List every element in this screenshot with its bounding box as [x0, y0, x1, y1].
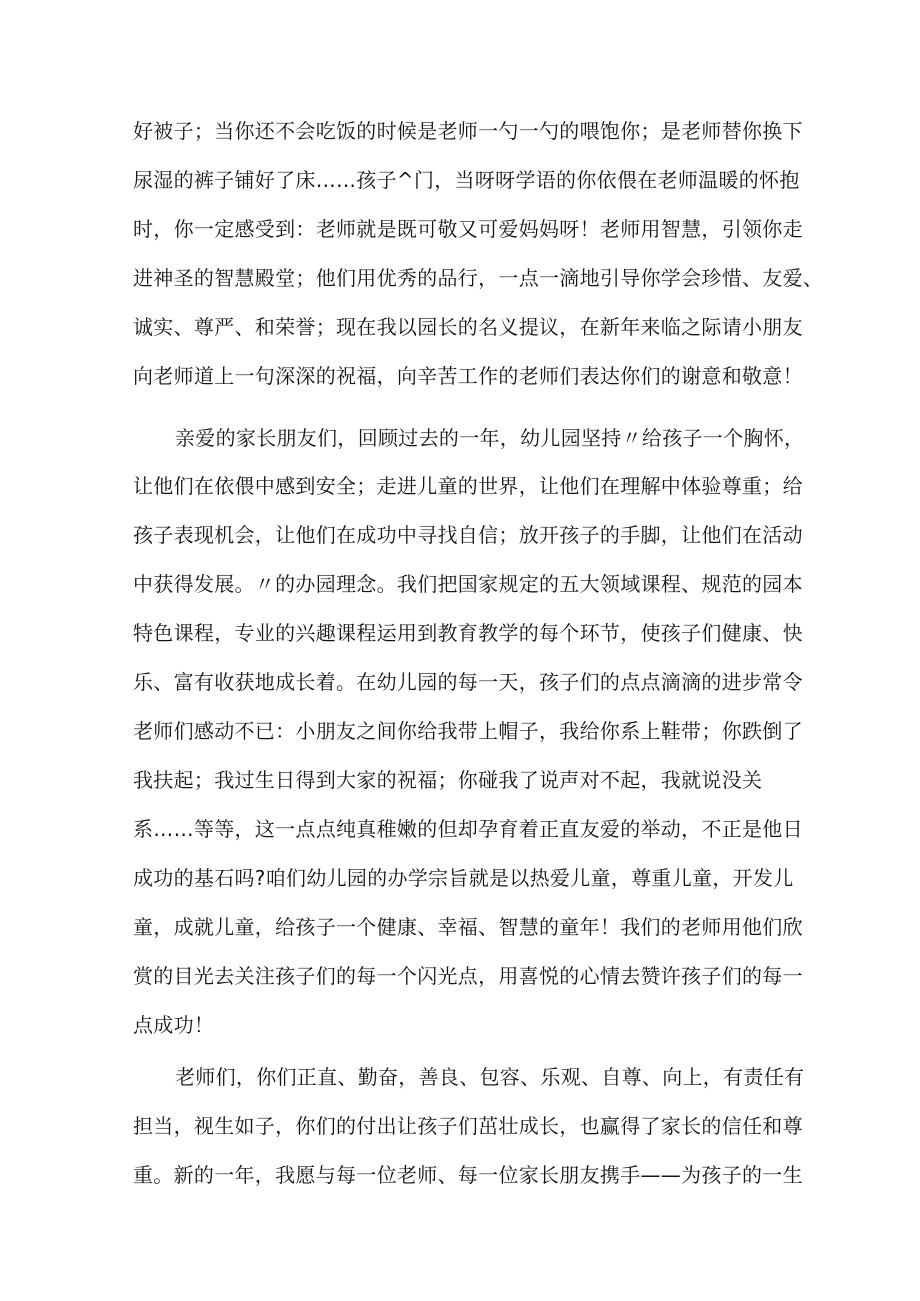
paragraph-2-line-12: 赏的目光去关注孩子们的每一个闪光点，用喜悦的心情去赞许孩子们的每一: [133, 964, 803, 988]
paragraph-3-line-3: 重。新的一年，我愿与每一位老师、每一位家长朋友携手——为孩子的一生: [133, 1163, 803, 1187]
paragraph-2-line-6: 乐、富有收获地成长着。在幼儿园的每一天，孩子们的点点滴滴的进步常令: [133, 670, 803, 694]
paragraph-3-line-1: 老师们，你们正直、勤奋，善良、包容、乐观、自尊、向上，有责任有: [175, 1065, 805, 1089]
paragraph-2-line-9: 系……等等，这一点点纯真稚嫩的但却孕育着正直友爱的举动，不正是他日: [133, 817, 803, 841]
paragraph-1-line-4: 进神圣的智慧殿堂；他们用优秀的品行，一点一滴地引导你学会珍惜、友爱、: [133, 266, 824, 290]
paragraph-2-line-2: 让他们在依偎中感到安全；走进儿童的世界，让他们在理解中体验尊重；给: [133, 474, 803, 498]
paragraph-2-line-11: 童，成就儿童，给孩子一个健康、幸福、智慧的童年！我们的老师用他们欣: [133, 915, 803, 939]
paragraph-1-line-6: 向老师道上一句深深的祝福，向辛苦工作的老师们表达你们的谢意和敬意！: [133, 364, 803, 388]
paragraph-2-line-10: 成功的基石吗?咱们幼儿园的办学宗旨就是以热爱儿童，尊重儿童，开发儿: [133, 866, 794, 890]
paragraph-2-line-3: 孩子表现机会，让他们在成功中寻找自信；放开孩子的手脚，让他们在活动: [133, 523, 803, 547]
paragraph-2-line-1: 亲爱的家长朋友们，回顾过去的一年，幼儿园坚持〃给孩子一个胸怀，: [175, 426, 805, 450]
paragraph-3-line-2: 担当，视生如子，你们的付出让孩子们茁壮成长，也赢得了家长的信任和尊: [133, 1114, 803, 1138]
paragraph-1-line-3: 时，你一定感受到：老师就是既可敬又可爱妈妈呀！老师用智慧，引领你走: [133, 217, 803, 241]
document-body: [133, 0, 824, 1301]
paragraph-2-line-4: 中获得发展。〃的办园理念。我们把国家规定的五大领域课程、规范的园本: [133, 572, 803, 596]
paragraph-2-line-13: 点成功！: [133, 1013, 215, 1037]
paragraph-2-line-8: 我扶起；我过生日得到大家的祝福；你碰我了说声对不起，我就说没关: [133, 768, 763, 792]
paragraph-2-line-7: 老师们感动不已：小朋友之间你给我带上帽子，我给你系上鞋带；你跌倒了: [133, 719, 803, 743]
paragraph-1-line-1: 好被子；当你还不会吃饭的时候是老师一勺一勺的喂饱你；是老师替你换下: [133, 119, 803, 143]
paragraph-1-line-2: 尿湿的裤子铺好了床……孩子^门，当呀呀学语的你依偎在老师温暖的怀抱: [133, 168, 800, 192]
paragraph-2-line-5: 特色课程，专业的兴趣课程运用到教育教学的每个环节，使孩子们健康、快: [133, 621, 803, 645]
paragraph-1-line-5: 诚实、尊严、和荣誉；现在我以园长的名义提议，在新年来临之际请小朋友: [133, 315, 803, 339]
